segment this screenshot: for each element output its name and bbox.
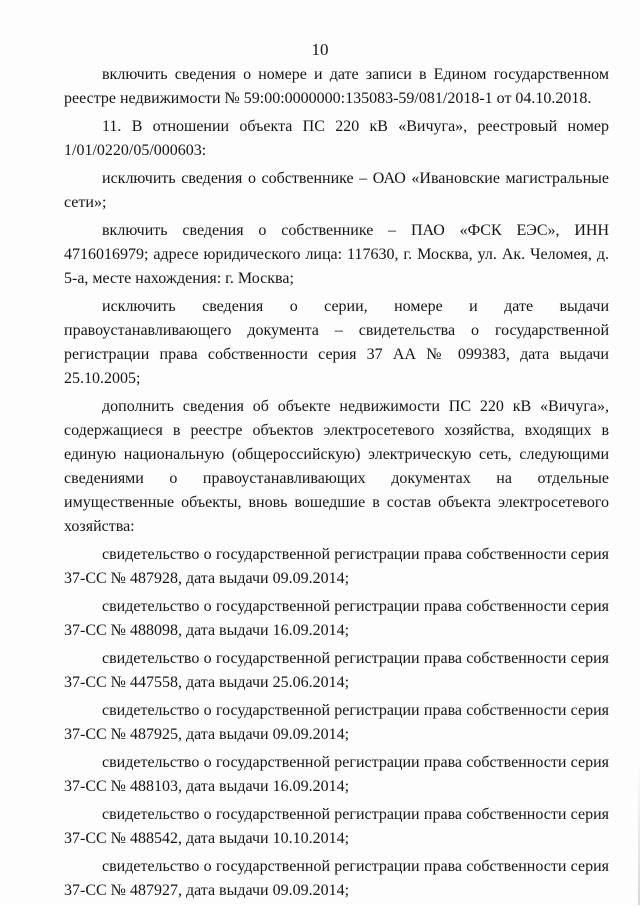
certificate-entry: свидетельство о государственной регистрации права собственности серия 37-СС № 487927, дата выдачи 09.09.2014; <box>64 858 609 899</box>
certificate-entry: свидетельство о государственной регистрации права собственности серия 37-СС № 487928, дата выдачи 09.09.2014; <box>64 546 609 587</box>
paragraph-item-11-heading: 11. В отношении объекта ПС 220 кВ «Вичуга», реестровый номер 1/01/0220/05/000603: <box>64 118 609 159</box>
paragraph-exclude-document: исключить сведения о серии, номере и дате выдачи правоустанавливающего документа – свидетельства о государственной регистрации права собственности серия 37 АА № 099383, дата выдачи 25.10.2005; <box>64 298 609 387</box>
page-number: 10 <box>311 40 329 59</box>
certificate-entry: свидетельство о государственной регистрации права собственности серия 37-СС № 488542, дата выдачи 10.10.2014; <box>64 806 609 847</box>
certificate-entry: свидетельство о государственной регистрации права собственности серия 37-СС № 487925, дата выдачи 09.09.2014; <box>64 702 609 743</box>
paragraph-exclude-owner: исключить сведения о собственнике – ОАО «Ивановские магистральные сети»; <box>64 170 609 211</box>
paragraph-include-owner: включить сведения о собственнике – ПАО «ФСК ЕЭС», ИНН 4716016979; адресе юридического лица: 117630, г. Москва, ул. Ак. Челомея, д. 5-а, месте нахождения: г. Москва; <box>64 222 609 287</box>
certificate-entry: свидетельство о государственной регистрации права собственности серия 37-СС № 488098, дата выдачи 16.09.2014; <box>64 598 609 639</box>
certificate-entry: свидетельство о государственной регистрации права собственности серия 37-СС № 447558, дата выдачи 25.06.2014; <box>64 650 609 691</box>
paragraph-supplement-info: дополнить сведения об объекте недвижимости ПС 220 кВ «Вичуга», содержащиеся в реестре объектов электросетевого хозяйства, входящих в единую национальную (общероссийскую) электрическую сеть, следующими сведениями о правоустанавливающих документах на отдельные имущественные объекты, вновь вошедшие в состав объекта электросетевого хозяйства: <box>64 398 609 535</box>
document-body <box>64 63 609 907</box>
certificate-entry: свидетельство о государственной регистрации права собственности серия 37-СС № 488103, дата выдачи 16.09.2014; <box>64 754 609 795</box>
paragraph-record-entry: включить сведения о номере и дате записи в Едином государственном реестре недвижимости № 59:00:0000000:135083-59/081/2018-1 от 04.10.2018. <box>64 66 609 107</box>
